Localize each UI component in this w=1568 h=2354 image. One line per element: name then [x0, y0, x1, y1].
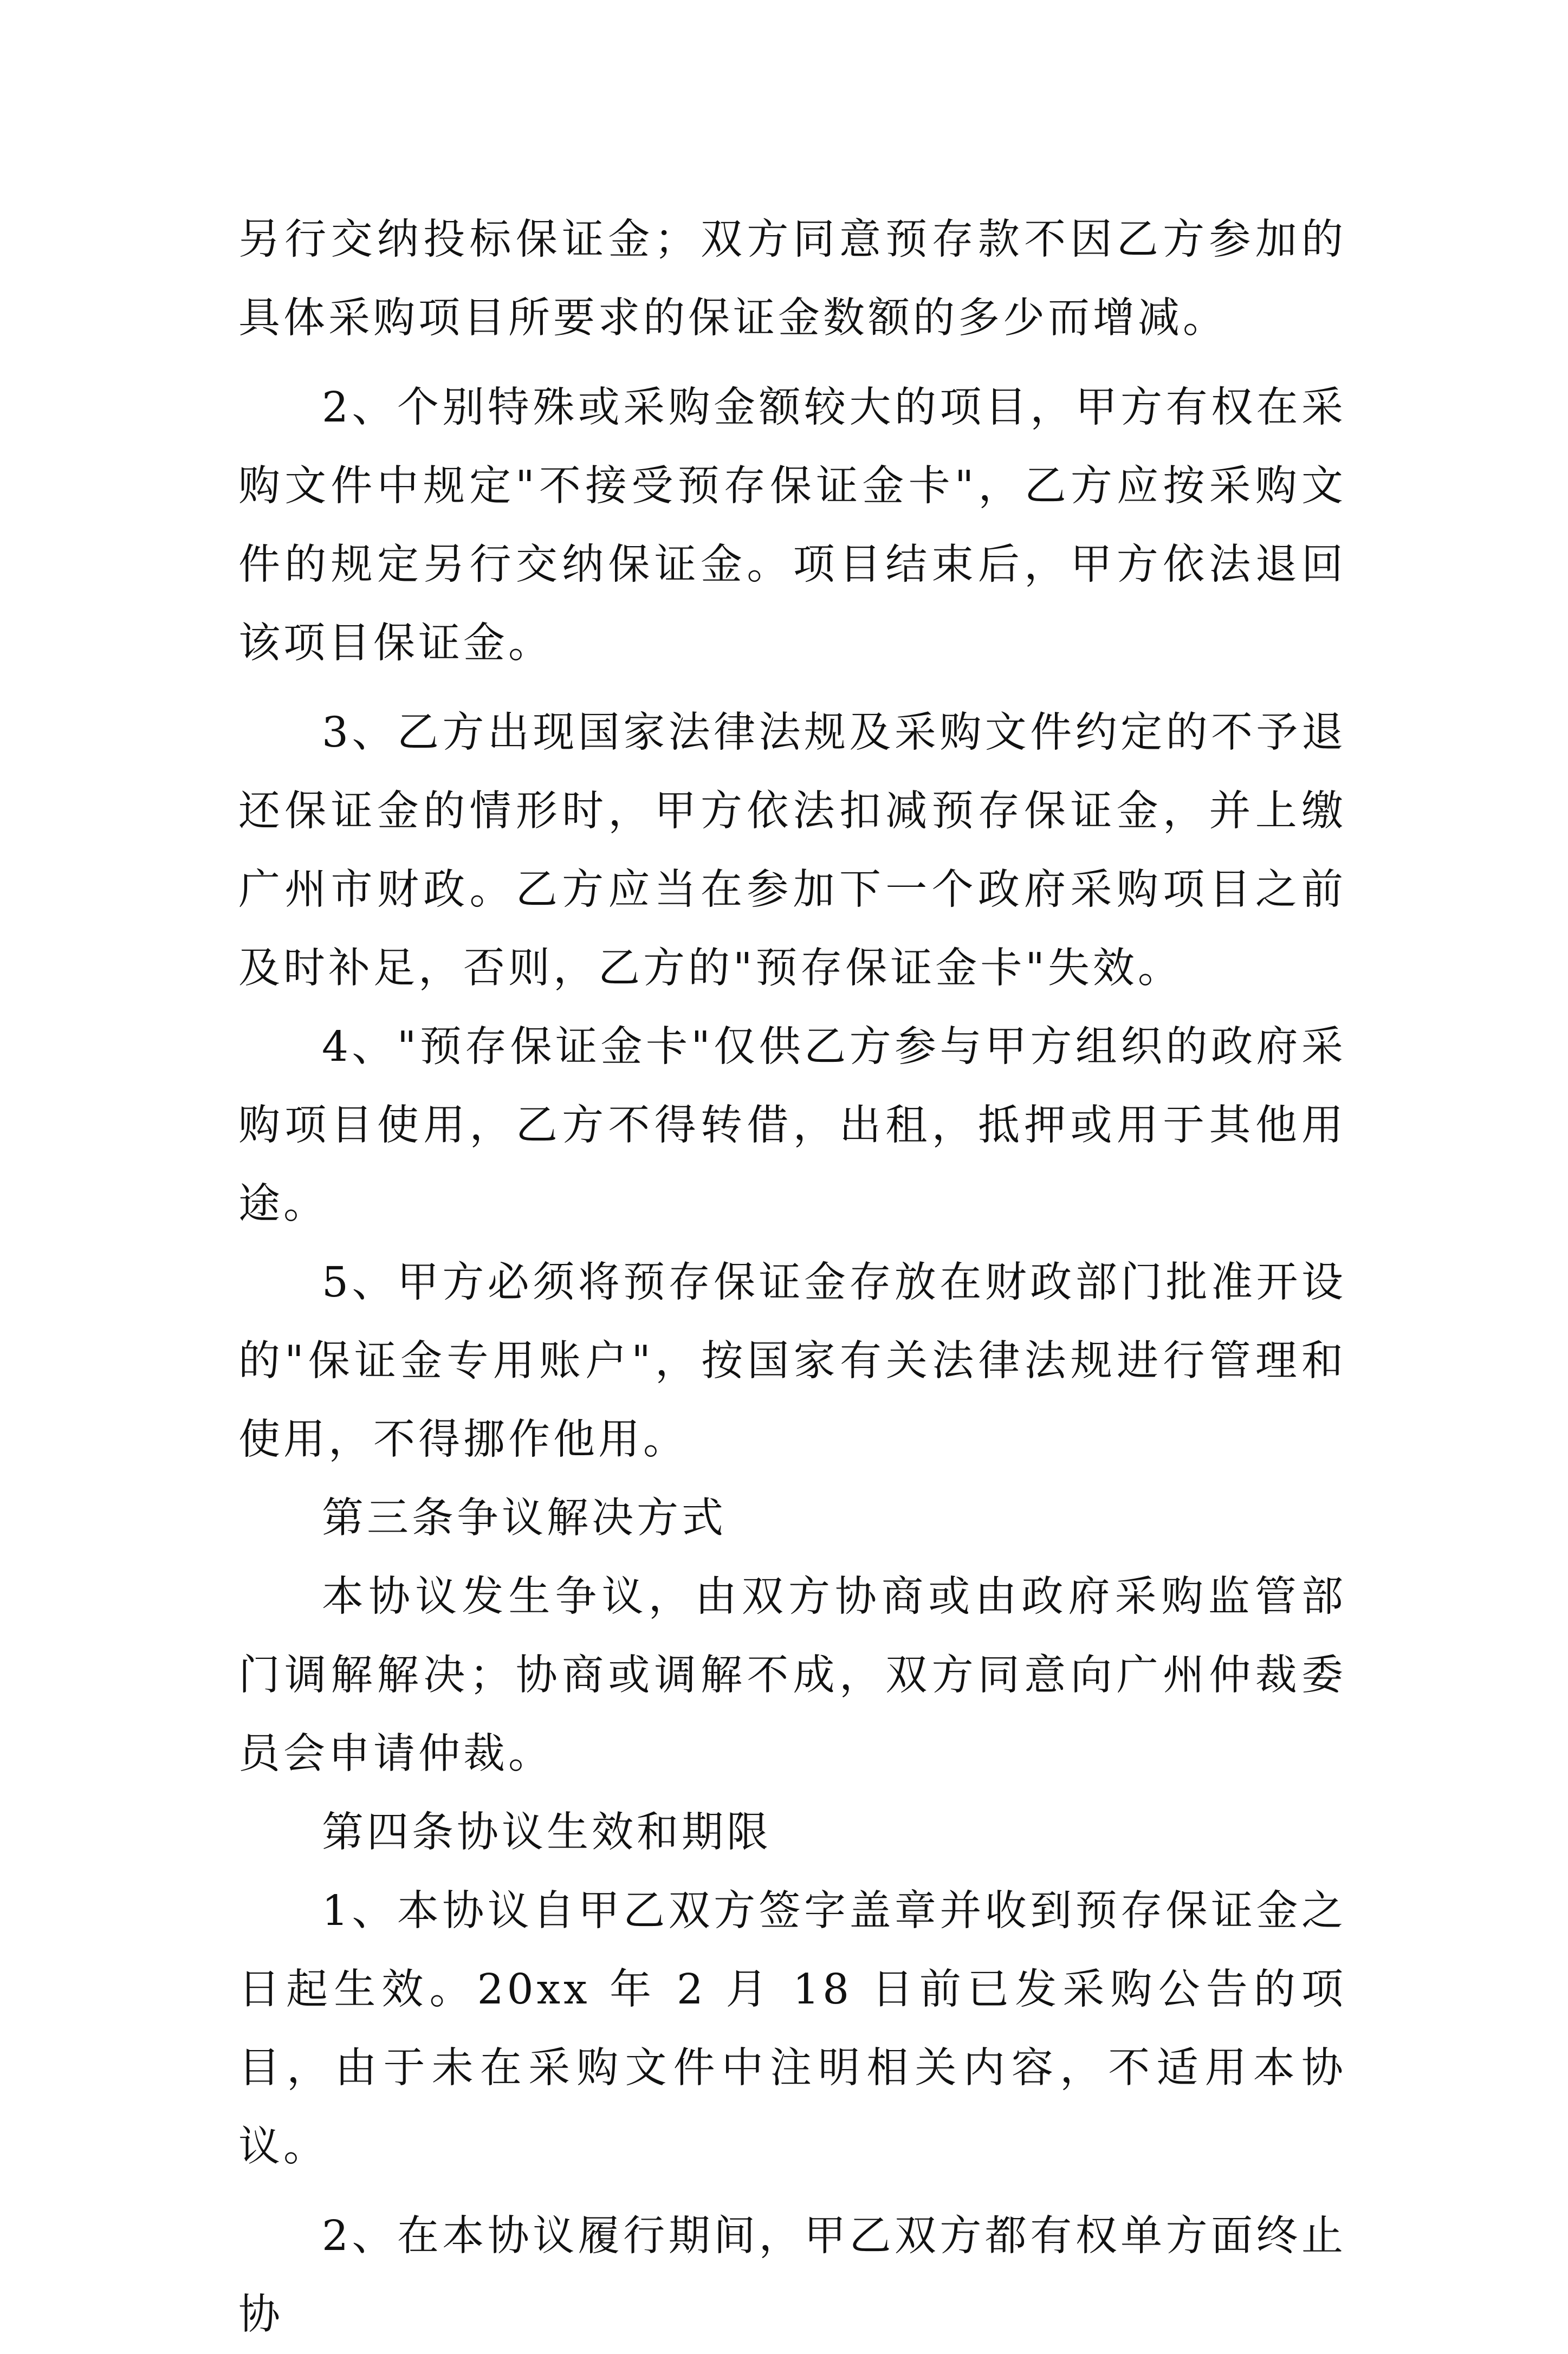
- paragraph-1: 另行交纳投标保证金；双方同意预存款不因乙方参加的具体采购项目所要求的保证金数额的多少而增减。: [238, 216, 1346, 342]
- paragraph-6: 本协议发生争议，由双方协商或由政府采购监管部门调解解决；协商或调解不成，双方同意向广州仲裁委员会申请仲裁。: [238, 1573, 1346, 1778]
- paragraph-8: 2、在本协议履行期间，甲乙双方都有权单方面终止协: [238, 2212, 1346, 2339]
- paragraph-4: 4、"预存保证金卡"仅供乙方参与甲方组织的政府采购项目使用，乙方不得转借，出租，抵押或用于其他用途。: [238, 1023, 1346, 1228]
- section-heading-4: 第四条协议生效和期限: [322, 1808, 772, 1857]
- section-heading-3: 第三条争议解决方式: [322, 1494, 727, 1542]
- document-body: [238, 200, 1346, 2354]
- paragraph-5: 5、甲方必须将预存保证金存放在财政部门批准开设的"保证金专用账户"，按国家有关法律法规进行管理和使用，不得挪作他用。: [238, 1259, 1346, 1464]
- paragraph-7: 1、本协议自甲乙双方签字盖章并收到预存保证金之日起生效。20xx 年 2 月 18 日前已发采购公告的项目，由于未在采购文件中注明相关内容，不适用本协议。: [238, 1887, 1346, 2171]
- paragraph-2: 2、个别特殊或采购金额较大的项目，甲方有权在采购文件中规定"不接受预存保证金卡"，乙方应按采购文件的规定另行交纳保证金。项目结束后，甲方依法退回该项目保证金。: [238, 384, 1346, 667]
- paragraph-3: 3、乙方出现国家法律法规及采购文件约定的不予退还保证金的情形时，甲方依法扣减预存保证金，并上缴广州市财政。乙方应当在参加下一个政府采购项目之前及时补足，否则，乙方的"预存保证金卡"失效。: [238, 709, 1346, 993]
